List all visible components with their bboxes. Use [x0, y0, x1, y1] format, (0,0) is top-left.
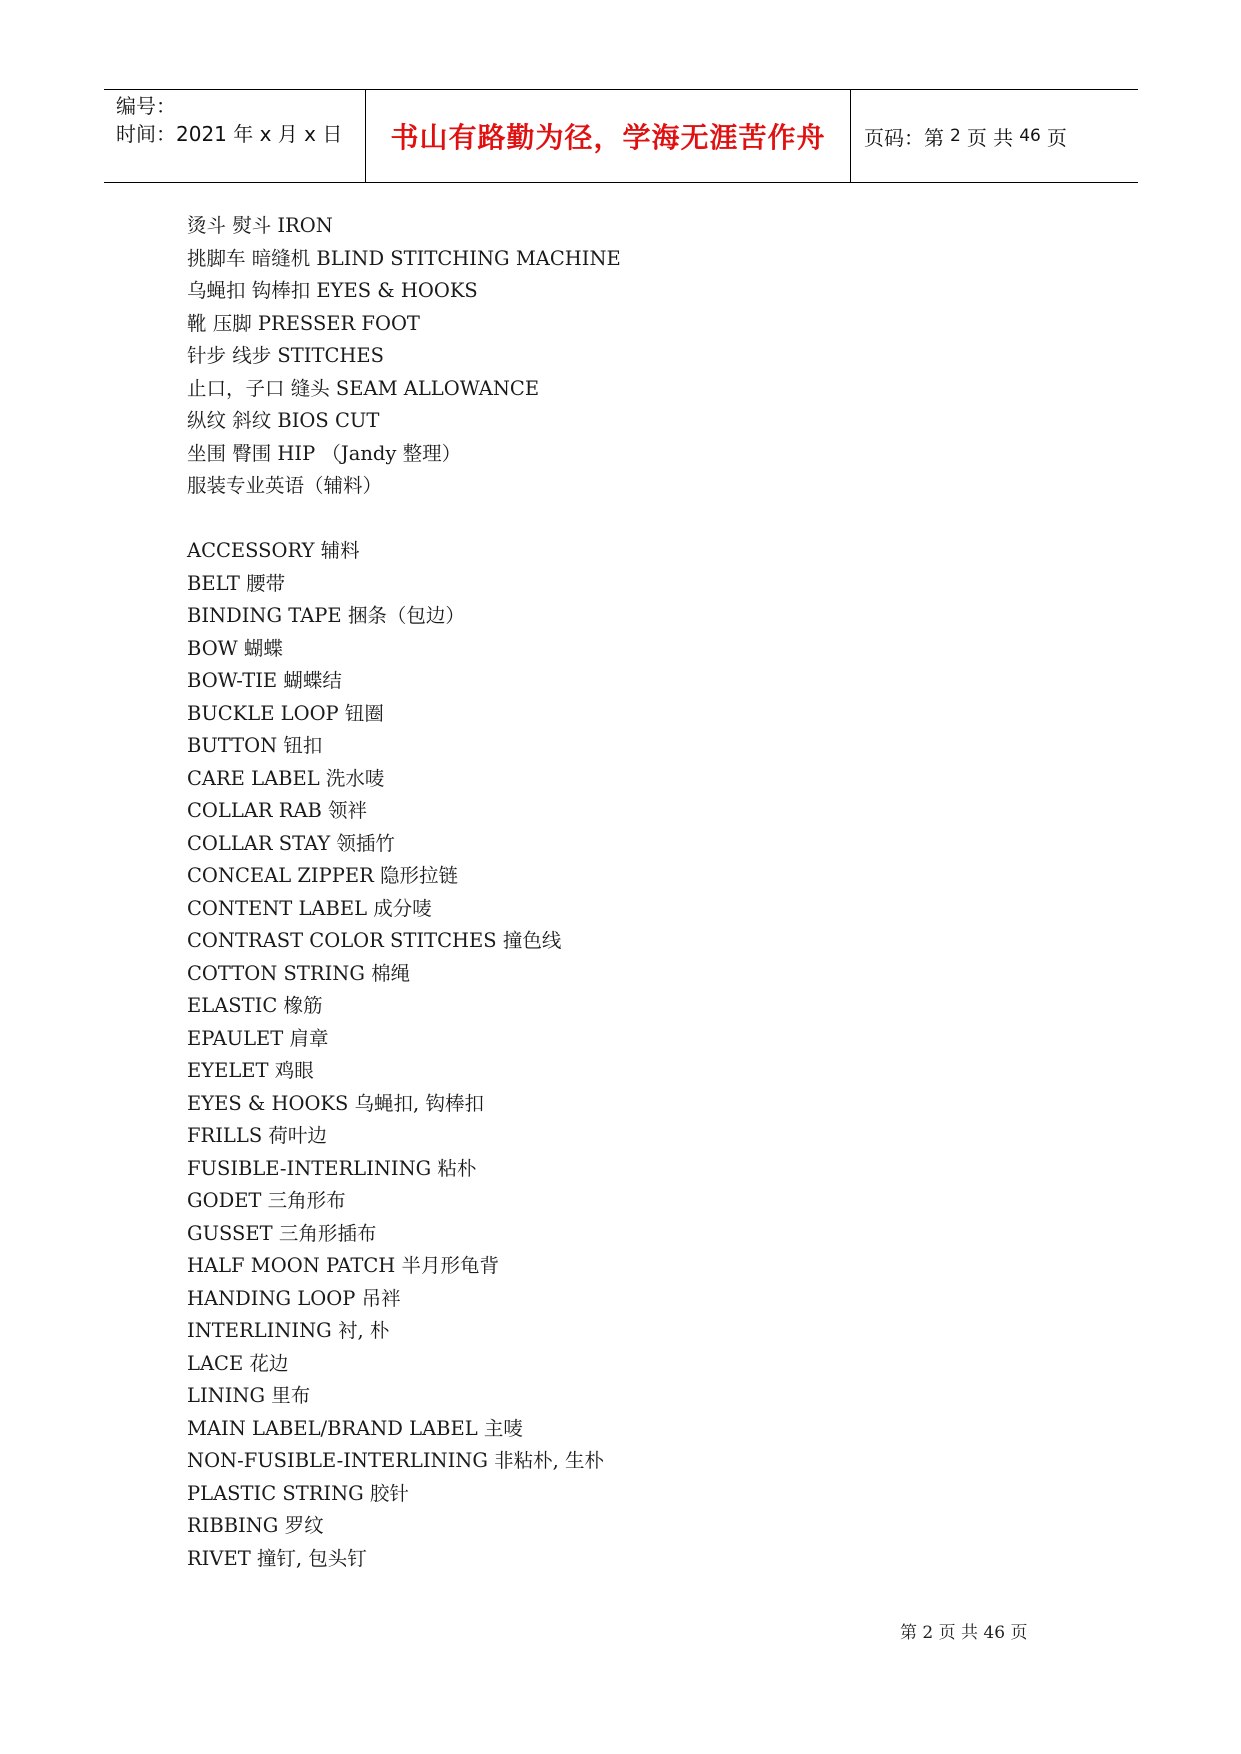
glossary-entry: 烫斗 熨斗 IRON [187, 214, 333, 237]
header-page-info [864, 90, 1067, 182]
glossary-entry: CARE LABEL 洗水唛 [187, 766, 385, 790]
glossary-entry: EYELET 鸡眼 [187, 1059, 314, 1082]
glossary-entry: 乌蝇扣 钩棒扣 EYES & HOOKS [187, 279, 478, 302]
page-current: 2 [950, 126, 961, 146]
glossary-entry: LINING 里布 [187, 1384, 311, 1407]
glossary-entry: LACE 花边 [187, 1351, 289, 1375]
glossary-entry: BUCKLE LOOP 钮圈 [187, 701, 384, 725]
glossary-list-top [187, 210, 1087, 503]
page-mid: 页 共 [966, 125, 1014, 150]
glossary-entry: 止口，子口 缝头 SEAM ALLOWANCE [187, 376, 540, 400]
header-table [104, 89, 1138, 183]
glossary-entry: FRILLS 荷叶边 [187, 1124, 327, 1147]
glossary-entry: 纵纹 斜纹 BIOS CUT [187, 409, 380, 432]
glossary-entry: CONTENT LABEL 成分唛 [187, 896, 432, 920]
glossary-entry: EYES & HOOKS 乌蝇扣, 钩棒扣 [187, 1091, 484, 1115]
glossary-entry: GODET 三角形布 [187, 1189, 346, 1212]
glossary-entry: CONTRAST COLOR STITCHES 撞色线 [187, 929, 562, 952]
glossary-entry: COLLAR RAB 领袢 [187, 799, 368, 822]
glossary-entry: ELASTIC 橡筋 [187, 994, 323, 1017]
glossary-entry: MAIN LABEL/BRAND LABEL 主唛 [187, 1416, 523, 1440]
glossary-entry: BUTTON 钮扣 [187, 734, 323, 757]
page-footer: 第 2 页 共 46 页 [900, 1623, 1028, 1643]
glossary-entry: RIVET 撞钉, 包头钉 [187, 1546, 367, 1570]
glossary-entry: GUSSET 三角形插布 [187, 1221, 377, 1245]
glossary-entry: 靴 压脚 PRESSER FOOT [187, 311, 420, 335]
blank-line [187, 503, 1087, 536]
glossary-entry: HALF MOON PATCH 半月形龟背 [187, 1254, 499, 1277]
glossary-entry: 服装专业英语（辅料） [187, 474, 383, 497]
glossary-entry: BINDING TAPE 捆条（包边） [187, 604, 465, 627]
page-prefix: 页码：第 [864, 125, 944, 150]
header-divider [850, 90, 851, 182]
glossary-entry: FUSIBLE-INTERLINING 粘朴 [187, 1156, 477, 1180]
glossary-entry: ACCESSORY 辅料 [187, 539, 360, 562]
glossary-entry: COLLAR STAY 领插竹 [187, 831, 395, 855]
glossary-entry: RIBBING 罗纹 [187, 1514, 324, 1537]
glossary-entry: HANDING LOOP 吊袢 [187, 1286, 401, 1310]
page-total: 46 [1019, 126, 1041, 146]
glossary-entry: BELT 腰带 [187, 571, 286, 595]
glossary-list-accessories [187, 535, 1087, 1575]
glossary-entry: 坐围 臀围 HIP （Jandy 整理） [187, 441, 462, 465]
header-meta [116, 92, 342, 148]
glossary-entry: COTTON STRING 棉绳 [187, 961, 411, 985]
glossary-entry: PLASTIC STRING 胶针 [187, 1481, 409, 1505]
glossary-entry: CONCEAL ZIPPER 隐形拉链 [187, 864, 458, 887]
glossary-entry: NON-FUSIBLE-INTERLINING 非粘朴, 生朴 [187, 1449, 605, 1472]
glossary-entry: BOW 蝴蝶 [187, 636, 283, 660]
glossary-body [187, 210, 1087, 1575]
number-label: 编号： [116, 94, 176, 118]
glossary-entry: 挑脚车 暗缝机 BLIND STITCHING MACHINE [187, 246, 621, 270]
header-motto: 书山有路勤为径，学海无涯苦作舟 [390, 121, 826, 154]
glossary-entry: EPAULET 肩章 [187, 1026, 329, 1050]
time-label: 时间：2021 年 x 月 x 日 [116, 122, 343, 146]
glossary-entry: INTERLINING 衬, 朴 [187, 1319, 390, 1342]
glossary-entry: BOW-TIE 蝴蝶结 [187, 669, 342, 692]
page-suffix: 页 [1046, 125, 1067, 150]
glossary-entry: 针步 线步 STITCHES [187, 344, 384, 367]
